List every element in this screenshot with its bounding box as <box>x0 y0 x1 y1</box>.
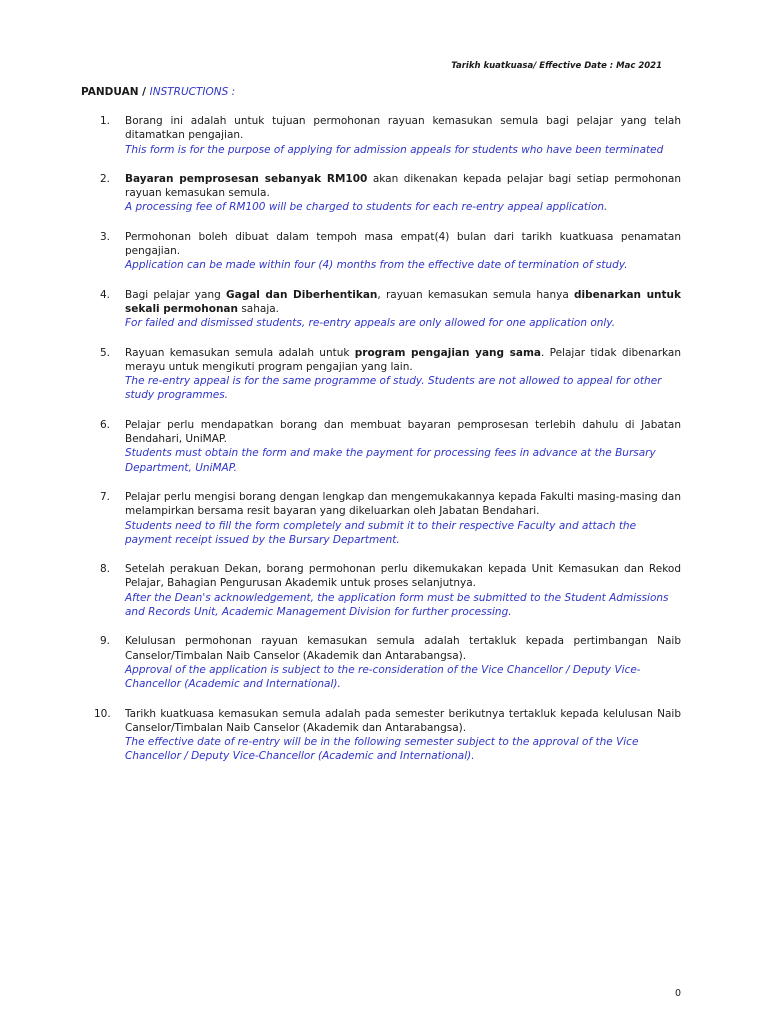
instruction-number: 2. <box>100 172 111 185</box>
instruction-number: 3. <box>100 230 111 243</box>
emphasis-text: dibenarkan untuk sekali permohonan <box>125 288 681 315</box>
instruction-number: 7. <box>100 490 111 503</box>
text-segment: Tarikh kuatkuasa kemasukan semula adalah pada semester berikutnya tertakluk kepada kelulusan Naib Canselor/Timbalan Naib Canselor (Akademik dan Antarabangsa). <box>125 707 681 734</box>
instruction-number: 10. <box>94 707 111 720</box>
instruction-item <box>100 172 681 215</box>
instruction-number: 8. <box>100 563 111 576</box>
instruction-english-text: Students need to fill the form completely and submit it to their respective Faculty and attach the payment receipt issued by the Bursary Department. <box>125 519 637 546</box>
instruction-item <box>100 418 681 475</box>
instruction-english-text: This form is for the purpose of applying for admission appeals for students who have been terminated <box>125 143 664 156</box>
instruction-malay-text <box>125 562 681 591</box>
instruction-item <box>100 288 681 331</box>
emphasis-text: program pengajian yang sama <box>354 346 542 359</box>
effective-date: Tarikh kuatkuasa/ Effective Date : Mac 2021 <box>451 61 662 71</box>
text-segment: . Pelajar tidak dibenarkan merayu untuk mengikuti program pengajian yang lain. <box>125 346 682 373</box>
instruction-item <box>94 707 681 764</box>
instruction-english-text: Approval of the application is subject to the re-consideration of the Vice Chancellor / Deputy Vice-Chancellor (Academic and International). <box>125 663 641 691</box>
instruction-malay-text <box>125 490 681 519</box>
text-segment: Rayuan kemasukan semula adalah untuk <box>125 346 355 359</box>
instruction-malay-text <box>125 634 681 663</box>
text-segment: Bagi pelajar yang <box>125 288 226 301</box>
instruction-item <box>100 346 682 403</box>
instruction-malay-text <box>125 707 681 736</box>
text-segment: , rayuan kemasukan semula hanya <box>377 288 574 301</box>
emphasis-text: Bayaran pemprosesan sebanyak RM100 <box>125 172 368 185</box>
instruction-english-text: The effective date of re-entry will be in the following semester subject to the approval of the Vice Chancellor / Deputy Vice-Chancellor (Academic and International). <box>125 736 639 763</box>
instruction-number: 5. <box>100 346 111 359</box>
instruction-item <box>100 114 681 157</box>
instruction-english-text: For failed and dismissed students, re-entry appeals are only allowed for one application only. <box>125 317 616 330</box>
instruction-malay-text <box>125 418 681 447</box>
instruction-malay-text <box>125 288 681 317</box>
text-segment: Pelajar perlu mengisi borang dengan lengkap dan mengemukakannya kepada Fakulti masing-masing dan melampirkan bersama resit bayaran yang dikeluarkan oleh Jabatan Bendahari. <box>125 490 681 518</box>
heading-malay: PANDUAN / <box>81 86 150 98</box>
text-segment: sahaja. <box>238 302 280 315</box>
instruction-item <box>100 230 681 273</box>
instruction-number: 1. <box>100 115 111 127</box>
instruction-malay-text <box>125 114 681 143</box>
emphasis-text: Gagal dan Diberhentikan <box>225 288 378 301</box>
text-segment: akan dikenakan kepada pelajar bagi setiap permohonan rayuan kemasukan semula. <box>125 172 681 200</box>
instruction-item <box>100 562 681 619</box>
heading-english: INSTRUCTIONS : <box>149 86 236 98</box>
instruction-number: 9. <box>100 635 111 648</box>
instruction-malay-text <box>125 172 681 201</box>
instruction-malay-text <box>125 346 681 375</box>
instruction-number: 4. <box>100 288 111 301</box>
text-segment: Setelah perakuan Dekan, borang permohonan perlu dikemukakan kepada Unit Kemasukan dan Rekod Pelajar, Bahagian Pengurusan Akademik untuk proses selanjutnya. <box>125 563 681 590</box>
text-segment: Pelajar perlu mendapatkan borang dan membuat bayaran pemprosesan terlebih dahulu di Jabatan Bendahari, UniMAP. <box>125 418 681 446</box>
instruction-english-text: Students must obtain the form and make the payment for processing fees in advance at the Bursary Department, UniMAP. <box>125 447 656 474</box>
text-segment: Kelulusan permohonan rayuan kemasukan semula adalah tertakluk kepada pertimbangan Naib Canselor/Timbalan Naib Canselor (Akademik dan Antarabangsa). <box>125 635 681 662</box>
instruction-english-text: Application can be made within four (4) months from the effective date of termination of study. <box>125 259 628 272</box>
instruction-english-text: After the Dean's acknowledgement, the application form must be submitted to the Student Admissions and Records Unit, Academic Management Division for further processing. <box>125 591 669 619</box>
instruction-number: 6. <box>100 418 111 431</box>
instruction-malay-text <box>125 230 681 259</box>
instruction-list <box>0 114 770 779</box>
text-segment: Permohonan boleh dibuat dalam tempoh masa empat(4) bulan dari tarikh kuatkuasa penamatan pengajian. <box>125 230 681 258</box>
instruction-english-text: The re-entry appeal is for the same programme of study. Students are not allowed to appeal for other study programmes. <box>125 375 662 402</box>
instruction-english-text: A processing fee of RM100 will be charged to students for each re-entry appeal application. <box>125 201 608 214</box>
instructions-heading <box>81 86 235 98</box>
page-number: 0 <box>674 988 681 999</box>
instruction-item <box>100 634 681 691</box>
text-segment: Borang ini adalah untuk tujuan permohonan rayuan kemasukan semula bagi pelajar yang telah ditamatkan pengajian. <box>125 115 681 142</box>
instruction-item <box>100 490 681 547</box>
